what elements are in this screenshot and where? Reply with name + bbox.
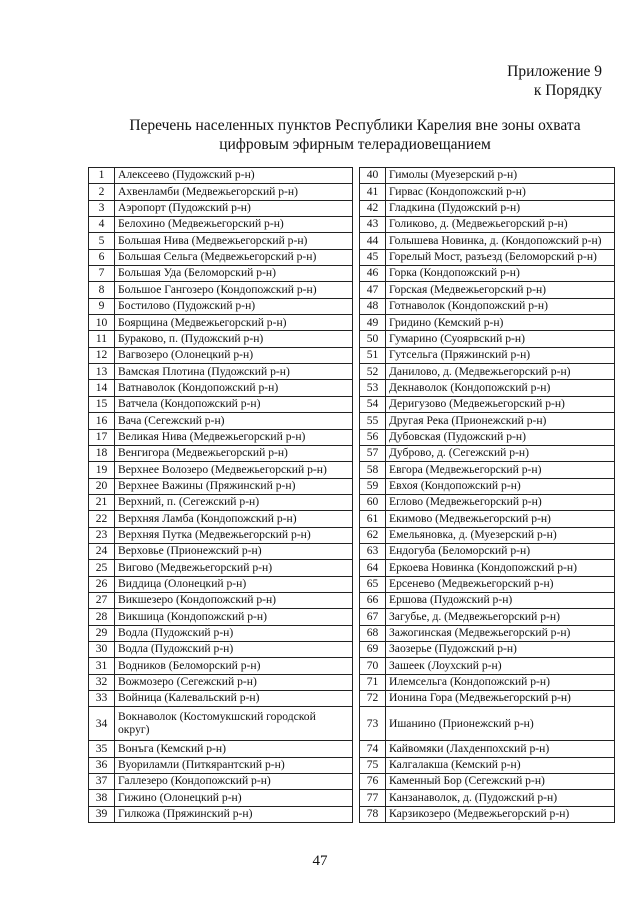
table-row	[360, 396, 615, 412]
table-row	[89, 741, 353, 757]
row-number: 11	[89, 331, 115, 347]
settlement-name: Гумарино (Суоярвский р-н)	[386, 331, 615, 347]
settlement-name: Вожмозеро (Сегежский р-н)	[115, 674, 353, 690]
settlement-name: Верхняя Ламба (Кондопожский р-н)	[115, 511, 353, 527]
table-row	[360, 527, 615, 543]
row-number: 47	[360, 282, 386, 298]
settlement-name: Калгалакша (Кемский р-н)	[386, 757, 615, 773]
table-row	[360, 478, 615, 494]
table-row	[360, 774, 615, 790]
row-number: 4	[89, 217, 115, 233]
table-row	[360, 625, 615, 641]
row-number: 46	[360, 266, 386, 282]
settlements-table-left	[88, 167, 353, 823]
settlement-name: Канзанаволок, д. (Пудожский р-н)	[386, 790, 615, 806]
row-number: 10	[89, 315, 115, 331]
row-number: 27	[89, 592, 115, 608]
row-number: 40	[360, 168, 386, 184]
row-number: 36	[89, 757, 115, 773]
row-number: 28	[89, 609, 115, 625]
row-number: 65	[360, 576, 386, 592]
table-row	[360, 494, 615, 510]
document-title	[120, 116, 590, 154]
settlement-name: Дубовская (Пудожский р-н)	[386, 429, 615, 445]
appendix-heading	[507, 62, 602, 100]
settlement-name: Большая Уда (Беломорский р-н)	[115, 266, 353, 282]
table-row	[89, 478, 353, 494]
settlement-name: Большое Гангозеро (Кондопожский р-н)	[115, 282, 353, 298]
row-number: 39	[89, 806, 115, 822]
table-row	[360, 233, 615, 249]
settlement-name: Ишанино (Прионежский р-н)	[386, 707, 615, 741]
settlement-name: Вигово (Медвежьегорский р-н)	[115, 560, 353, 576]
settlement-name: Гладкина (Пудожский р-н)	[386, 200, 615, 216]
settlement-name: Верхний, п. (Сегежский р-н)	[115, 494, 353, 510]
row-number: 41	[360, 184, 386, 200]
row-number: 12	[89, 347, 115, 363]
row-number: 62	[360, 527, 386, 543]
table-row	[89, 249, 353, 265]
row-number: 22	[89, 511, 115, 527]
table-row	[89, 347, 353, 363]
row-number: 77	[360, 790, 386, 806]
settlement-name: Деригузово (Медвежьегорский р-н)	[386, 396, 615, 412]
settlement-name: Загубье, д. (Медвежьегорский р-н)	[386, 609, 615, 625]
row-number: 75	[360, 757, 386, 773]
table-row	[360, 707, 615, 741]
table-row	[89, 462, 353, 478]
row-number: 53	[360, 380, 386, 396]
settlement-name: Вокнаволок (Костомукшский городской округ)	[115, 707, 353, 741]
settlement-name: Бостилово (Пудожский р-н)	[115, 298, 353, 314]
table-row	[360, 200, 615, 216]
settlement-name: Горская (Медвежьегорский р-н)	[386, 282, 615, 298]
table-row	[360, 184, 615, 200]
table-row	[89, 282, 353, 298]
settlement-name: Вача (Сегежский р-н)	[115, 413, 353, 429]
settlement-name: Зажогинская (Медвежьегорский р-н)	[386, 625, 615, 641]
appendix-line-1: Приложение 9	[507, 63, 602, 80]
settlement-name: Венгигора (Медвежьегорский р-н)	[115, 445, 353, 461]
table-row	[360, 691, 615, 707]
settlement-name: Гирвас (Кондопожский р-н)	[386, 184, 615, 200]
table-row	[89, 364, 353, 380]
settlement-name: Бураково, п. (Пудожский р-н)	[115, 331, 353, 347]
settlement-name: Заозерье (Пудожский р-н)	[386, 641, 615, 657]
settlement-name: Вонъга (Кемский р-н)	[115, 741, 353, 757]
table-row	[89, 413, 353, 429]
table-row	[360, 609, 615, 625]
row-number: 8	[89, 282, 115, 298]
table-row	[89, 380, 353, 396]
settlement-name: Ионина Гора (Медвежьегорский р-н)	[386, 691, 615, 707]
settlement-name: Горка (Кондопожский р-н)	[386, 266, 615, 282]
table-row	[89, 494, 353, 510]
table-row	[89, 217, 353, 233]
table-row	[360, 592, 615, 608]
row-number: 24	[89, 543, 115, 559]
row-number: 7	[89, 266, 115, 282]
settlement-name: Зашеек (Лоухский р-н)	[386, 658, 615, 674]
settlement-name: Вамская Плотина (Пудожский р-н)	[115, 364, 353, 380]
settlement-name: Горелый Мост, разъезд (Беломорский р-н)	[386, 249, 615, 265]
row-number: 19	[89, 462, 115, 478]
table-row	[89, 298, 353, 314]
row-number: 76	[360, 774, 386, 790]
table-row	[360, 413, 615, 429]
settlement-name: Гридино (Кемский р-н)	[386, 315, 615, 331]
row-number: 59	[360, 478, 386, 494]
table-row	[360, 641, 615, 657]
row-number: 37	[89, 774, 115, 790]
table-row	[360, 560, 615, 576]
row-number: 52	[360, 364, 386, 380]
settlement-name: Галлезеро (Кондопожский р-н)	[115, 774, 353, 790]
row-number: 61	[360, 511, 386, 527]
table-row	[89, 315, 353, 331]
table-row	[360, 168, 615, 184]
table-row	[89, 560, 353, 576]
row-number: 44	[360, 233, 386, 249]
settlement-name: Гутсельга (Пряжинский р-н)	[386, 347, 615, 363]
settlement-name: Викшица (Кондопожский р-н)	[115, 609, 353, 625]
row-number: 74	[360, 741, 386, 757]
row-number: 33	[89, 691, 115, 707]
table-row	[89, 445, 353, 461]
title-line-2: цифровым эфирным телерадиовещанием	[219, 136, 491, 153]
table-row	[89, 609, 353, 625]
settlement-name: Гимолы (Муезерский р-н)	[386, 168, 615, 184]
table-row	[89, 592, 353, 608]
row-number: 48	[360, 298, 386, 314]
row-number: 20	[89, 478, 115, 494]
row-number: 67	[360, 609, 386, 625]
row-number: 51	[360, 347, 386, 363]
settlement-name: Ерсенево (Медвежьегорский р-н)	[386, 576, 615, 592]
settlement-name: Дуброво, д. (Сегежский р-н)	[386, 445, 615, 461]
settlement-name: Готнаволок (Кондопожский р-н)	[386, 298, 615, 314]
settlement-name: Алексеево (Пудожский р-н)	[115, 168, 353, 184]
table-row	[360, 757, 615, 773]
table-row	[360, 249, 615, 265]
settlement-name: Другая Река (Прионежский р-н)	[386, 413, 615, 429]
settlement-name: Войница (Калевальский р-н)	[115, 691, 353, 707]
row-number: 25	[89, 560, 115, 576]
table-row	[89, 527, 353, 543]
table-row	[89, 233, 353, 249]
row-number: 58	[360, 462, 386, 478]
table-row	[89, 625, 353, 641]
table-row	[360, 462, 615, 478]
table-row	[360, 511, 615, 527]
settlement-name: Ватнаволок (Кондопожский р-н)	[115, 380, 353, 396]
table-row	[89, 511, 353, 527]
table-row	[360, 364, 615, 380]
row-number: 2	[89, 184, 115, 200]
table-row	[360, 380, 615, 396]
settlement-name: Вагвозеро (Олонецкий р-н)	[115, 347, 353, 363]
settlement-name: Водников (Беломорский р-н)	[115, 658, 353, 674]
settlement-name: Великая Нива (Медвежьегорский р-н)	[115, 429, 353, 445]
row-number: 43	[360, 217, 386, 233]
row-number: 32	[89, 674, 115, 690]
row-number: 29	[89, 625, 115, 641]
row-number: 30	[89, 641, 115, 657]
table-row	[360, 331, 615, 347]
settlement-name: Верхняя Путка (Медвежьегорский р-н)	[115, 527, 353, 543]
row-number: 78	[360, 806, 386, 822]
row-number: 31	[89, 658, 115, 674]
settlement-name: Каменный Бор (Сегежский р-н)	[386, 774, 615, 790]
settlement-name: Ершова (Пудожский р-н)	[386, 592, 615, 608]
table-row	[89, 691, 353, 707]
row-number: 35	[89, 741, 115, 757]
row-number: 1	[89, 168, 115, 184]
row-number: 68	[360, 625, 386, 641]
settlement-name: Еглово (Медвежьегорский р-н)	[386, 494, 615, 510]
title-line-1: Перечень населенных пунктов Республики Карелия вне зоны охвата	[129, 117, 581, 134]
settlement-name: Ватчела (Кондопожский р-н)	[115, 396, 353, 412]
table-row	[89, 396, 353, 412]
row-number: 49	[360, 315, 386, 331]
row-number: 14	[89, 380, 115, 396]
settlement-name: Верхнее Важины (Пряжинский р-н)	[115, 478, 353, 494]
table-row	[360, 445, 615, 461]
row-number: 69	[360, 641, 386, 657]
table-row	[360, 576, 615, 592]
settlement-name: Голиково, д. (Медвежьегорский р-н)	[386, 217, 615, 233]
table-row	[360, 298, 615, 314]
settlement-name: Ахвенламби (Медвежьегорский р-н)	[115, 184, 353, 200]
table-row	[89, 806, 353, 822]
row-number: 45	[360, 249, 386, 265]
settlement-name: Гилкожа (Пряжинский р-н)	[115, 806, 353, 822]
row-number: 63	[360, 543, 386, 559]
table-row	[360, 806, 615, 822]
row-number: 70	[360, 658, 386, 674]
table-row	[360, 543, 615, 559]
table-row	[89, 707, 353, 741]
table-row	[89, 641, 353, 657]
table-row	[360, 741, 615, 757]
table-row	[360, 315, 615, 331]
settlement-name: Белохино (Медвежьегорский р-н)	[115, 217, 353, 233]
settlement-name: Емельяновка, д. (Муезерский р-н)	[386, 527, 615, 543]
table-row	[360, 266, 615, 282]
table-row	[89, 331, 353, 347]
table-row	[360, 282, 615, 298]
row-number: 56	[360, 429, 386, 445]
row-number: 60	[360, 494, 386, 510]
table-row	[89, 774, 353, 790]
row-number: 17	[89, 429, 115, 445]
table-row	[89, 184, 353, 200]
row-number: 18	[89, 445, 115, 461]
table-row	[360, 790, 615, 806]
settlement-name: Водла (Пудожский р-н)	[115, 625, 353, 641]
row-number: 3	[89, 200, 115, 216]
settlement-name: Екимово (Медвежьегорский р-н)	[386, 511, 615, 527]
settlement-name: Водла (Пудожский р-н)	[115, 641, 353, 657]
row-number: 15	[89, 396, 115, 412]
row-number: 9	[89, 298, 115, 314]
settlement-name: Данилово, д. (Медвежьегорский р-н)	[386, 364, 615, 380]
table-row	[89, 429, 353, 445]
row-number: 34	[89, 707, 115, 741]
settlement-name: Илемсельга (Кондопожский р-н)	[386, 674, 615, 690]
settlement-name: Верхнее Волозеро (Медвежьегорский р-н)	[115, 462, 353, 478]
row-number: 54	[360, 396, 386, 412]
row-number: 64	[360, 560, 386, 576]
table-row	[360, 674, 615, 690]
row-number: 73	[360, 707, 386, 741]
settlement-name: Вуориламли (Питкярантский р-н)	[115, 757, 353, 773]
row-number: 42	[360, 200, 386, 216]
table-row	[89, 576, 353, 592]
table-row	[89, 543, 353, 559]
settlements-table-right	[359, 167, 615, 823]
page-number: 47	[312, 853, 328, 869]
table-row	[360, 429, 615, 445]
row-number: 23	[89, 527, 115, 543]
settlement-name: Карзикозеро (Медвежьегорский р-н)	[386, 806, 615, 822]
row-number: 55	[360, 413, 386, 429]
settlement-name: Виддица (Олонецкий р-н)	[115, 576, 353, 592]
settlement-name: Верховье (Прионежский р-н)	[115, 543, 353, 559]
table-row	[89, 658, 353, 674]
table-row	[89, 168, 353, 184]
row-number: 57	[360, 445, 386, 461]
table-row	[89, 790, 353, 806]
row-number: 21	[89, 494, 115, 510]
settlement-name: Викшезеро (Кондопожский р-н)	[115, 592, 353, 608]
settlement-name: Аэропорт (Пудожский р-н)	[115, 200, 353, 216]
settlement-name: Большая Нива (Медвежьегорский р-н)	[115, 233, 353, 249]
settlement-name: Боярщина (Медвежьегорский р-н)	[115, 315, 353, 331]
settlement-name: Евхоя (Кондопожский р-н)	[386, 478, 615, 494]
row-number: 5	[89, 233, 115, 249]
row-number: 6	[89, 249, 115, 265]
settlement-name: Евгора (Медвежьегорский р-н)	[386, 462, 615, 478]
settlement-name: Еркоева Новинка (Кондопожский р-н)	[386, 560, 615, 576]
settlement-name: Голышева Новинка, д. (Кондопожский р-н)	[386, 233, 615, 249]
row-number: 66	[360, 592, 386, 608]
table-row	[89, 266, 353, 282]
row-number: 72	[360, 691, 386, 707]
row-number: 26	[89, 576, 115, 592]
settlement-name: Гижино (Олонецкий р-н)	[115, 790, 353, 806]
settlement-name: Ендогуба (Беломорский р-н)	[386, 543, 615, 559]
appendix-line-2: к Порядку	[533, 82, 602, 99]
table-row	[89, 200, 353, 216]
row-number: 16	[89, 413, 115, 429]
settlement-name: Кайвомяки (Лахденпохский р-н)	[386, 741, 615, 757]
row-number: 38	[89, 790, 115, 806]
table-row	[89, 757, 353, 773]
settlement-name: Большая Сельга (Медвежьегорский р-н)	[115, 249, 353, 265]
row-number: 50	[360, 331, 386, 347]
table-row	[360, 347, 615, 363]
row-number: 13	[89, 364, 115, 380]
table-row	[360, 217, 615, 233]
table-row	[89, 674, 353, 690]
row-number: 71	[360, 674, 386, 690]
table-row	[360, 658, 615, 674]
settlement-name: Декнаволок (Кондопожский р-н)	[386, 380, 615, 396]
